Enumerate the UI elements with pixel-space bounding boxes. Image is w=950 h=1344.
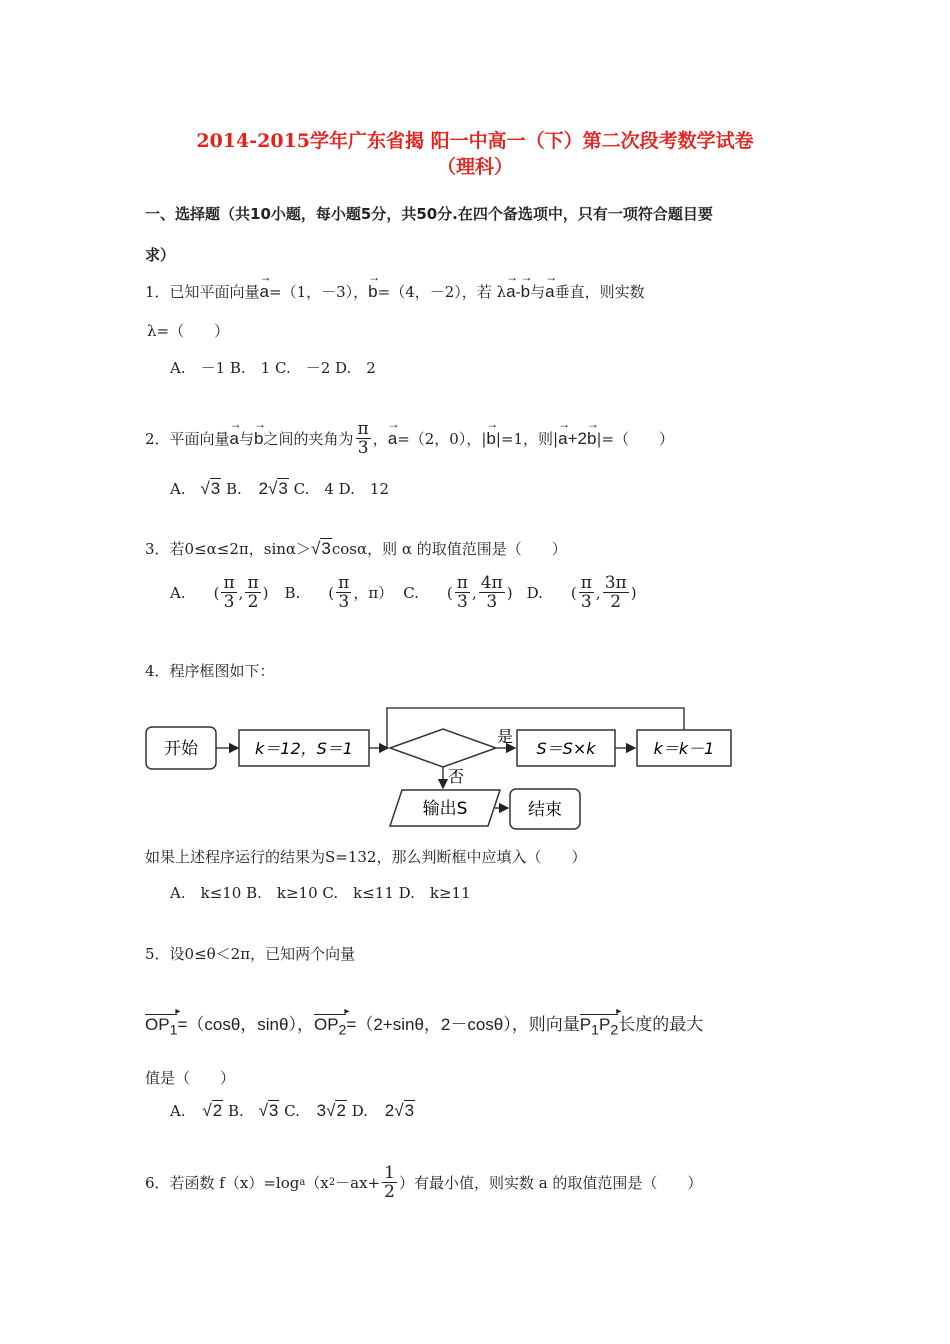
radicand: 3 [210,479,221,498]
q2-text: 之间的夹角为 [263,430,354,448]
superscript: 2 [328,1177,336,1188]
frac-den: 3 [338,592,350,612]
q3-text: cosα，则 α 的取值范围是（ ） [331,540,567,558]
vector-a: → a [545,282,554,302]
option-label: A. [170,1102,186,1120]
question-4-options: A. k≤10 B. k≥10 C. k≤11 D. k≥11 [170,884,471,902]
q2-text: ， [372,430,388,448]
sqrt-3: √3 [200,479,221,498]
q2-text: |=1，则| [495,430,559,448]
option-label: B. [227,1102,244,1120]
option-text: C. 4 D. 12 [293,480,389,498]
vector-op1 [145,1014,177,1038]
subscript: 1 [591,1022,599,1039]
question-5-options [170,1101,415,1121]
radicand: 2 [212,1101,223,1120]
subscript: 1 [169,1022,178,1039]
sqrt-3: √3 [394,1101,415,1120]
frac-den: 3 [357,438,369,458]
radicand: 3 [268,1101,279,1120]
vector-label: P [579,1015,592,1034]
question-1-stem [145,281,645,302]
flow-update-k-label: k＝k－1 [653,739,715,758]
doc-title-line1: 2014-2015学年广东省揭 阳一中高一（下）第二次段考数学试卷 [196,130,754,152]
frac-den: 2 [610,592,622,612]
vector-a: → a [506,282,515,302]
frac-num: 4π [480,573,503,593]
frac-num: π [580,573,592,593]
frac-den: 3 [223,592,235,612]
question-5-stem-line1: 5．设0≤θ＜2π，已知两个向量 [145,945,356,963]
option-label: D. [526,583,543,602]
radicand: 3 [404,1101,415,1120]
fraction [221,574,236,611]
fraction [579,574,594,611]
radicand: 2 [336,1101,346,1120]
frac-den: 3 [456,592,468,612]
question-3-options: A. ( $\frac{\pi}{3}$ , $\frac{\pi}{2}$ ) B. ( $\frac{\pi}{3}$ ，π） C. ( $\frac{\pi}{3}$ , $\frac{4\pi}{3}$ ) D. ( $\frac{\pi}{3}$ , $\frac{3\pi}{2}$ ) [170,573,637,612]
q2-text: 与 [239,430,255,448]
q2-text: 2．平面向量 [145,430,230,448]
vector-op2 [314,1014,346,1038]
radicand: 3 [321,539,331,558]
vector-a: → a [558,429,567,449]
paren-open: ( [328,583,335,602]
q1-text: =（1，－3）， [269,283,369,301]
q6-text: 6．若函数 f（x）=log [145,1174,300,1192]
frac-den: 2 [247,592,259,612]
question-1-stem-line2: λ=（ ） [147,322,230,340]
option-text: ，π） [353,584,394,602]
frac-num: π [456,573,468,593]
sqrt-3: √3 [258,1101,279,1120]
question-4-intro: 4．程序框图如下： [145,662,275,680]
option-label: A. [170,583,186,602]
section-heading-line2: 求） [145,246,176,264]
fraction [455,574,470,611]
option-label: A. [170,480,186,498]
flow-update-s-label: S＝S×k [536,739,596,758]
fraction [479,574,505,611]
subscript: a [299,1177,306,1188]
sqrt-3: √3 [311,539,331,558]
option-label: B. [284,583,301,602]
flowchart [140,700,740,840]
option-label: C. [284,1102,300,1120]
question-4-stem: 如果上述程序运行的结果为S=132，那么判断框中应填入（ ） [145,848,587,866]
vector-a: → a [230,429,239,449]
fraction [603,574,629,611]
q2-text: =（2，0），| [397,430,487,448]
q2-text: +2 [567,428,587,448]
fraction [336,574,351,611]
sqrt-2: √2 [326,1101,346,1120]
q1-text: 1．已知平面向量 [145,283,260,301]
question-6-stem [145,1164,702,1201]
q1-text: =（4，－2），若 λ [377,283,507,301]
flow-init-label: k＝12，S＝1 [255,739,353,758]
question-1-options: A. －1 B. 1 C. －2 D. 2 [170,359,376,377]
q1-text: 与 [530,283,546,301]
question-2-stem [145,420,674,457]
option-label: D. [351,1102,368,1120]
q1-text: - [515,283,521,301]
flow-output-label: 输出S [422,799,468,819]
q5-text: =（2+sinθ，2－cosθ），则向量 [346,1015,580,1034]
frac-num: π [338,573,350,593]
flow-decision-diamond [390,729,496,767]
fraction [245,574,260,611]
paren-close: ) [630,583,637,602]
q5-text: =（cosθ，sinθ）， [177,1015,314,1034]
vector-b: → b [254,429,263,449]
frac-den: 3 [486,592,498,612]
sqrt-3: √3 [268,479,288,498]
flow-end-label: 结束 [528,800,562,820]
coefficient: 2 [384,1101,395,1120]
paren-open: ( [570,583,577,602]
question-5-stem-line3: 值是（ ） [145,1069,236,1087]
subscript: 2 [338,1022,347,1039]
vector-b: → b [587,429,596,449]
q3-text: 3．若0≤α≤2π，sinα＞ [145,540,312,558]
paren-close: ) [506,583,513,602]
question-5-stem-line2 [145,1010,703,1038]
flow-yes-label: 是 [496,727,514,746]
vector-label: OP [145,1015,170,1034]
subscript: 2 [610,1022,619,1039]
frac-num: π [223,573,235,593]
vector-a: → a [388,429,397,449]
vector-b: → b [368,282,377,302]
q6-text: （x [305,1174,329,1192]
doc-title-line2: （理科） [436,156,513,178]
option-label: B. [225,480,242,498]
fraction-one-half [382,1164,397,1201]
paren-open: ( [213,583,220,602]
option-label: C. [403,583,419,602]
coefficient: 3 [316,1101,327,1120]
vector-a: → a [260,282,269,302]
flow-start-label: 开始 [164,739,198,759]
frac-den: 3 [580,592,592,612]
coefficient: 2 [258,479,269,498]
frac-num: π [247,573,259,593]
vector-b: → b [486,429,495,449]
question-3-stem [145,538,567,559]
question-2-options [170,478,389,499]
q6-text: ）有最小值，则实数 a 的取值范围是（ ） [398,1174,703,1192]
frac-den: 2 [384,1182,395,1202]
fraction-pi-over-3 [356,420,371,457]
frac-num: 3π [604,573,627,593]
flow-no-label: 否 [447,767,465,786]
paren-open: ( [446,583,453,602]
section-heading-line1: 一、选择题（共10小题，每小题5分，共50分.在四个备选项中，只有一项符合题目要 [145,205,713,223]
frac-num: 1 [384,1163,395,1183]
q2-text: |=（ ） [596,430,675,448]
vector-label: OP [313,1015,339,1034]
frac-num: π [357,419,369,439]
q5-text: 长度的最大 [618,1015,704,1034]
vector-p1p2 [580,1014,618,1038]
radicand: 3 [278,479,288,498]
paren-close: ) [262,583,269,602]
vector-b: → b [521,282,530,302]
sqrt-2: √2 [202,1101,223,1120]
vector-label: P [599,1015,611,1034]
q6-text: －ax+ [335,1174,381,1192]
q1-text: 垂直，则实数 [554,283,645,301]
